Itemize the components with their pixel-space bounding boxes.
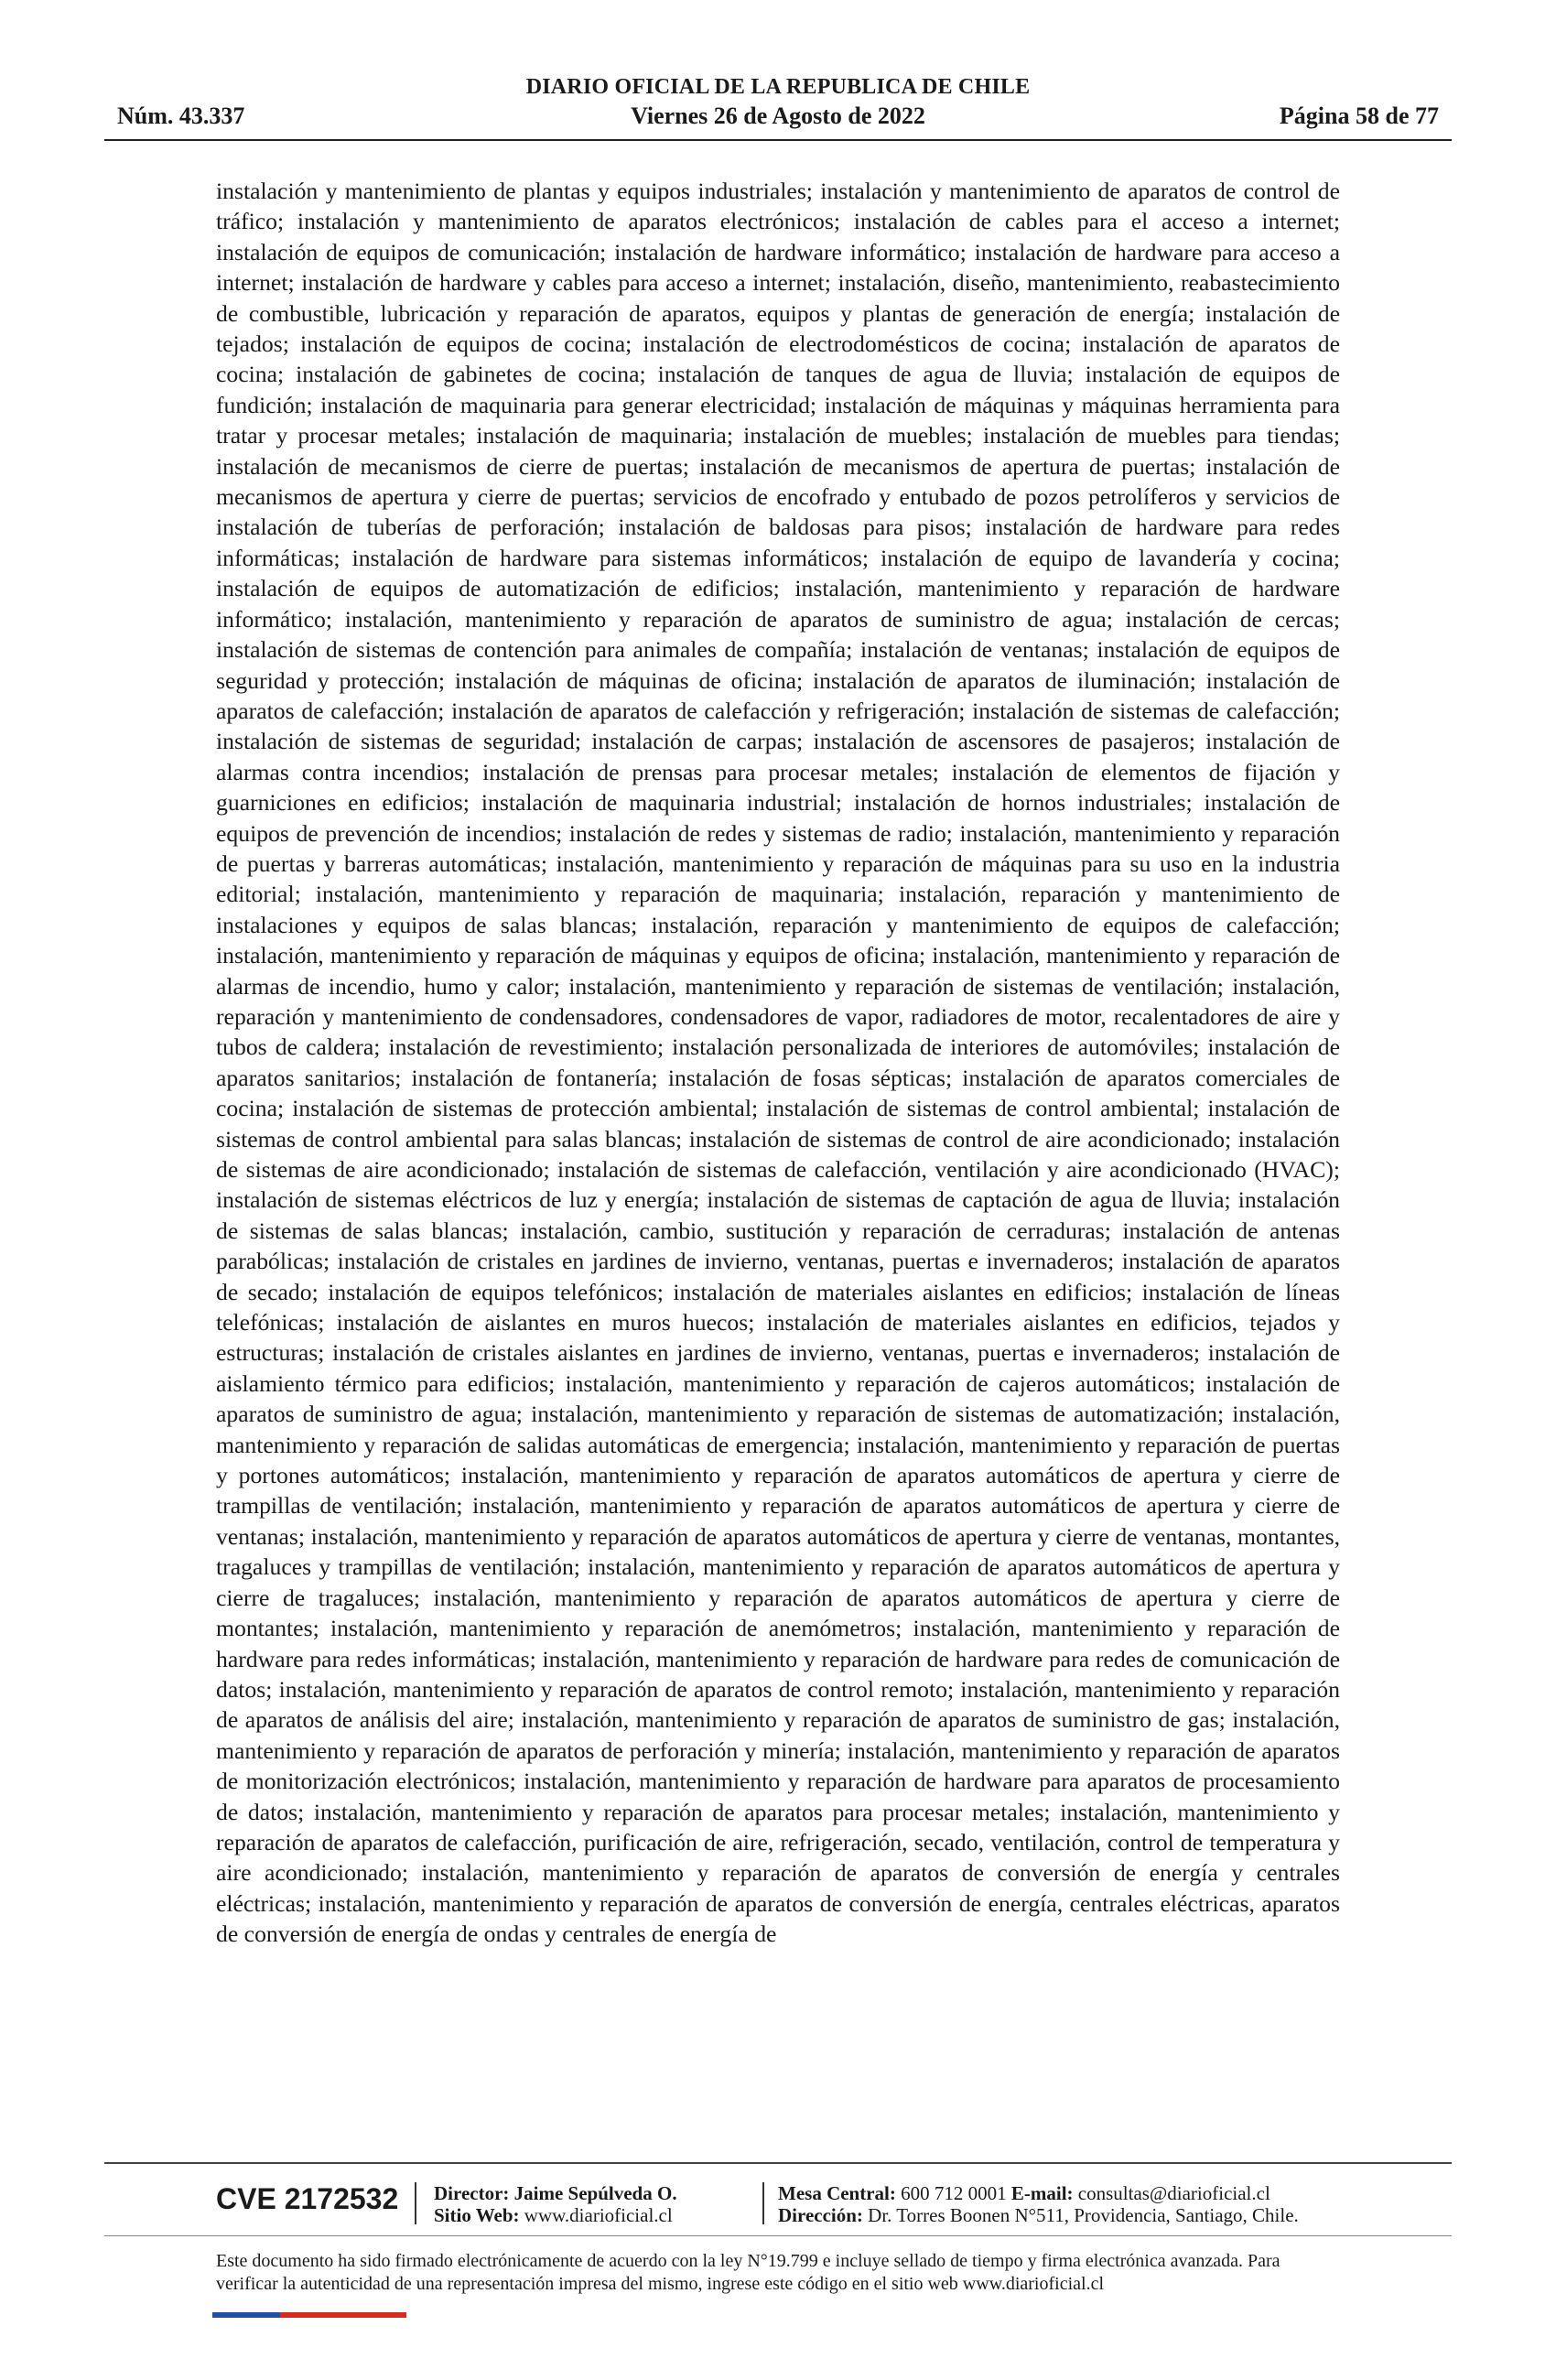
director-line [434,2182,677,2204]
issue-number: Núm. 43.337 [117,103,245,129]
page-header [104,75,1452,141]
director-info [434,2182,677,2226]
email-link[interactable]: consultas@diarioficial.cl [1077,2182,1270,2204]
phone-number: 600 712 0001 [901,2182,1007,2204]
director-label: Director: [434,2182,510,2204]
phone-label: Mesa Central: [778,2182,896,2204]
footer-separator [762,2182,764,2224]
footer-divider-2 [104,2235,1452,2236]
issue-date: Viernes 26 de Agosto de 2022 [631,103,925,129]
address-label: Dirección: [778,2204,863,2226]
footer-separator [415,2182,416,2224]
publication-title: DIARIO OFICIAL DE LA REPUBLICA DE CHILE [525,75,1031,99]
website-label: Sitio Web: [434,2204,520,2226]
cve-code: CVE 2172532 [216,2182,399,2215]
email-label: E-mail: [1010,2182,1074,2204]
phone-email-line [778,2182,1299,2204]
address-text: Dr. Torres Boonen N°511, Providencia, Santiago, Chile. [868,2204,1299,2226]
website-link[interactable]: www.diarioficial.cl [524,2204,673,2226]
legal-notice: Este documento ha sido firmado electrónicamente de acuerdo con la ley N°19.799 e incluye sellado de tiempo y firma electrónica avanzada. Para verificar la autenticidad de una representación impresa del mismo, ingrese este código en el sitio web www.diarioficial.cl [216,2251,1280,2294]
address-line [778,2204,1299,2226]
flag-stripe [212,2312,406,2318]
body-paragraph: instalación y mantenimiento de plantas y equipos industriales; instalación y mantenimiento de aparatos de control de tráfico; instalación y mantenimiento de aparatos electrónicos; instalación de cables para el acceso a internet; instalación de equipos de comunicación; instalación de hardware informático; instalación de hardware para acceso a internet; instalación de hardware y cables para acceso a internet; instalación, diseño, mantenimiento, reabastecimiento de combustible, lubricación y reparación de aparatos, equipos y plantas de generación de energía; instalación de tejados; instalación de equipos de cocina; instalación de electrodomésticos de cocina; instalación de aparatos de cocina; instalación de gabinetes de cocina; instalación de tanques de agua de lluvia; instalación de equipos de fundición; instalación de maquinaria para generar electricidad; instalación de máquinas y máquinas herramienta para tratar y procesar metales; instalación de maquinaria; instalación de muebles; instalación de muebles para tiendas; instalación de mecanismos de cierre de puertas; instalación de mecanismos de apertura de puertas; instalación de mecanismos de apertura y cierre de puertas; servicios de encofrado y entubado de pozos petrolíferos y servicios de instalación de tuberías de perforación; instalación de baldosas para pisos; instalación de hardware para redes informáticas; instalación de hardware para sistemas informáticos; instalación de equipo de lavandería y cocina; instalación de equipos de automatización de edificios; instalación, mantenimiento y reparación de hardware informático; instalación, mantenimiento y reparación de aparatos de suministro de agua; instalación de cercas; instalación de sistemas de contención para animales de compañía; instalación de ventanas; instalación de equipos de seguridad y protección; instalación de máquinas de oficina; instalación de aparatos de iluminación; instalación de aparatos de calefacción; instalación de aparatos de calefacción y refrigeración; instalación de sistemas de calefacción; instalación de sistemas de seguridad; instalación de carpas; instalación de ascensores de pasajeros; instalación de alarmas contra incendios; instalación de prensas para procesar metales; instalación de elementos de fijación y guarniciones en edificios; instalación de maquinaria industrial; instalación de hornos industriales; instalación de equipos de prevención de incendios; instalación de redes y sistemas de radio; instalación, mantenimiento y reparación de puertas y barreras automáticas; instalación, mantenimiento y reparación de máquinas para su uso en la industria editorial; instalación, mantenimiento y reparación de maquinaria; instalación, reparación y mantenimiento de instalaciones y equipos de salas blancas; instalación, reparación y mantenimiento de equipos de calefacción; instalación, mantenimiento y reparación de máquinas y equipos de oficina; instalación, mantenimiento y reparación de alarmas de incendio, humo y calor; instalación, mantenimiento y reparación de sistemas de ventilación; instalación, reparación y mantenimiento de condensadores, condensadores de vapor, radiadores de motor, recalentadores de aire y tubos de caldera; instalación de revestimiento; instalación personalizada de interiores de automóviles; instalación de aparatos sanitarios; instalación de fontanería; instalación de fosas sépticas; instalación de aparatos comerciales de cocina; instalación de sistemas de protección ambiental; instalación de sistemas de control ambiental; instalación de sistemas de control ambiental para salas blancas; instalación de sistemas de control de aire acondicionado; instalación de sistemas de aire acondicionado; instalación de sistemas de calefacción, ventilación y aire acondicionado (HVAC); instalación de sistemas eléctricos de luz y energía; instalación de sistemas de captación de agua de lluvia; instalación de sistemas de salas blancas; instalación, cambio, sustitución y reparación de cerraduras; instalación de antenas parabólicas; instalación de cristales en jardines de invierno, ventanas, puertas e invernaderos; instalación de aparatos de secado; instalación de equipos telefónicos; instalación de materiales aislantes en edificios; instalación de líneas telefónicas; instalación de aislantes en muros huecos; instalación de materiales aislantes en edificios, tejados y estructuras; instalación de cristales aislantes en jardines de invierno, ventanas, puertas e invernaderos; instalación de aislamiento térmico para edificios; instalación, mantenimiento y reparación de cajeros automáticos; instalación de aparatos de suministro de agua; instalación, mantenimiento y reparación de sistemas de automatización; instalación, mantenimiento y reparación de salidas automáticas de emergencia; instalación, mantenimiento y reparación de puertas y portones automáticos; instalación, mantenimiento y reparación de aparatos automáticos de apertura y cierre de trampillas de ventilación; instalación, mantenimiento y reparación de aparatos automáticos de apertura y cierre de ventanas; instalación, mantenimiento y reparación de aparatos automáticos de apertura y cierre de ventanas, montantes, tragaluces y trampillas de ventilación; instalación, mantenimiento y reparación de aparatos automáticos de apertura y cierre de tragaluces; instalación, mantenimiento y reparación de aparatos automáticos de apertura y cierre de montantes; instalación, mantenimiento y reparación de anemómetros; instalación, mantenimiento y reparación de hardware para redes informáticas; instalación, mantenimiento y reparación de hardware para redes de comunicación de datos; instalación, mantenimiento y reparación de aparatos de control remoto; instalación, mantenimiento y reparación de aparatos de análisis del aire; instalación, mantenimiento y reparación de aparatos de suministro de gas; instalación, mantenimiento y reparación de aparatos de perforación y minería; instalación, mantenimiento y reparación de aparatos de monitorización electrónicos; instalación, mantenimiento y reparación de hardware para aparatos de procesamiento de datos; instalación, mantenimiento y reparación de aparatos para procesar metales; instalación, mantenimiento y reparación de aparatos de calefacción, purificación de aire, refrigeración, secado, ventilación, control de temperatura y aire acondicionado; instalación, mantenimiento y reparación de aparatos de conversión de energía y centrales eléctricas; instalación, mantenimiento y reparación de aparatos de conversión de energía, centrales eléctricas, aparatos de conversión de energía de ondas y centrales de energía de [216,178,1340,1948]
page-number: Página 58 de 77 [1279,103,1439,129]
flag-blue-segment [212,2312,280,2318]
website-line [434,2204,677,2226]
director-name: Jaime Sepúlveda O. [513,2182,677,2204]
footer-divider [104,2162,1452,2164]
contact-info [778,2182,1299,2226]
flag-red-segment [280,2312,406,2318]
